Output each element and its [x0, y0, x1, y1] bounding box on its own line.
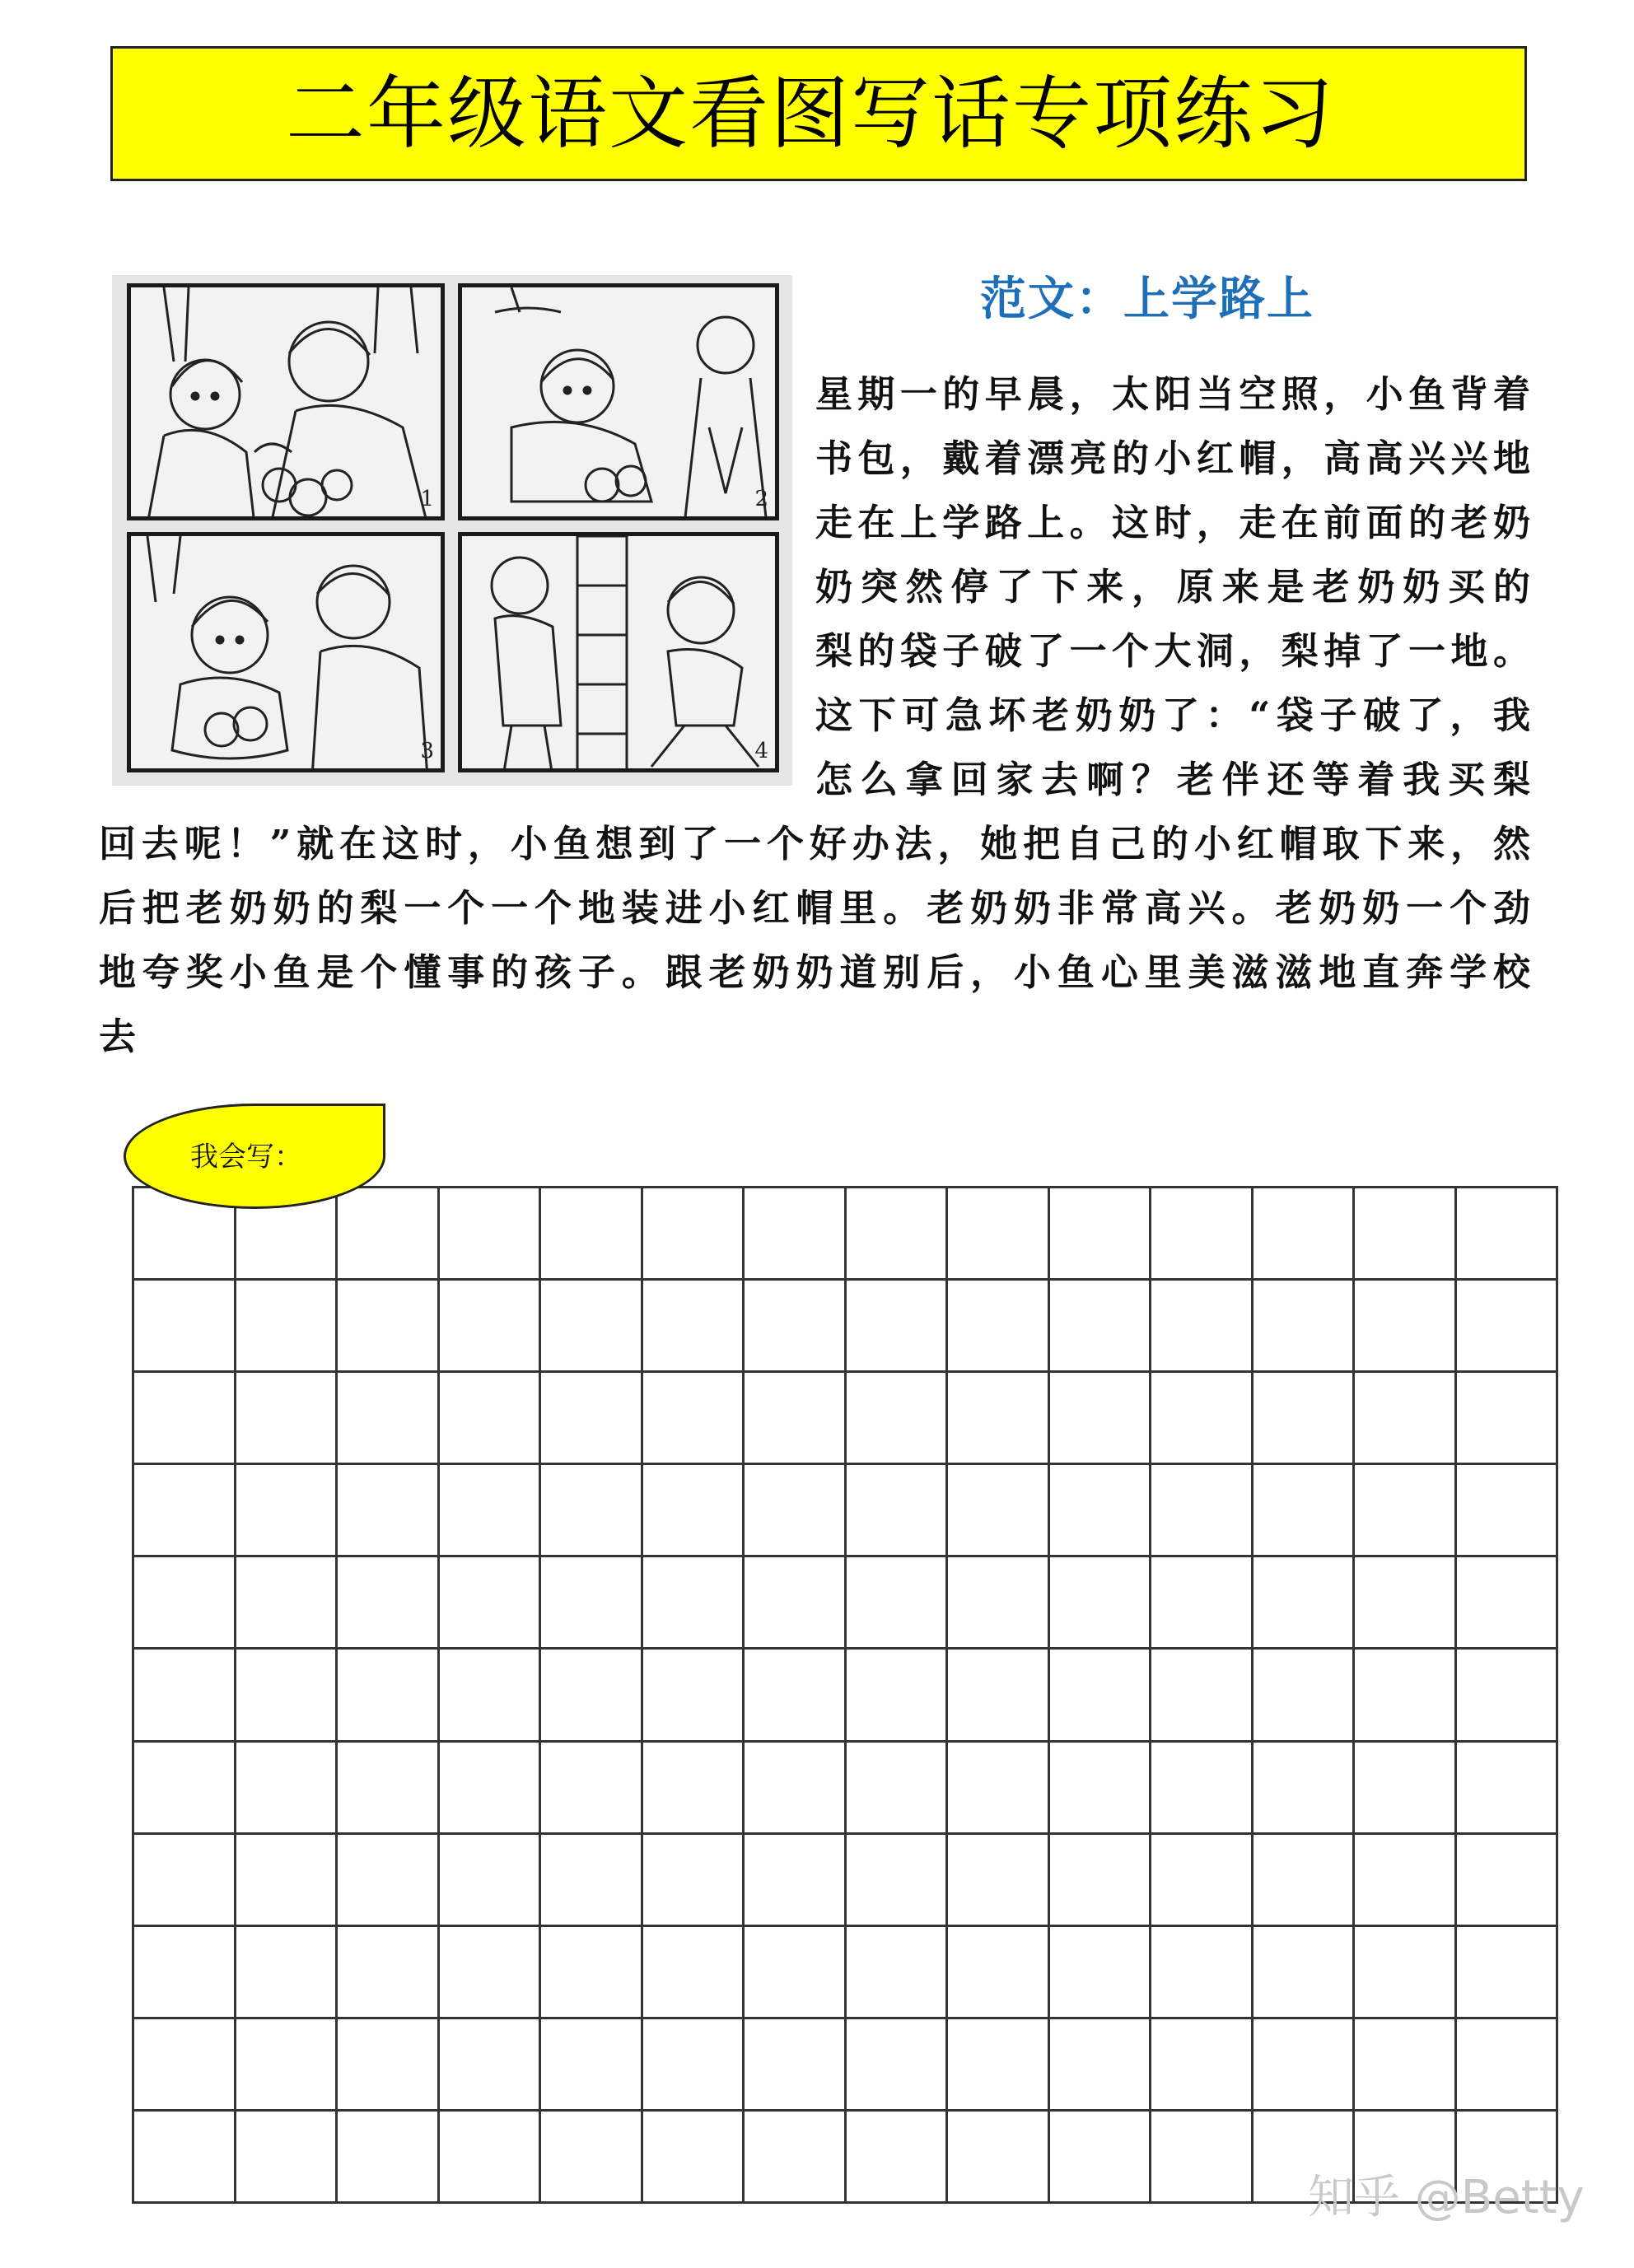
grid-cell[interactable]: [1355, 1465, 1457, 1557]
grid-cell[interactable]: [338, 1835, 440, 1927]
grid-cell[interactable]: [236, 1557, 338, 1650]
grid-cell[interactable]: [440, 1557, 542, 1650]
grid-cell[interactable]: [1050, 2112, 1152, 2204]
grid-cell[interactable]: [948, 1373, 1050, 1465]
essay-line: 这下可急坏老奶奶了：“袋子破了，我: [815, 693, 1530, 737]
essay-line: 怎么拿回家去啊？老伴还等着我买梨: [815, 758, 1530, 801]
grid-cell[interactable]: [1151, 1650, 1254, 1742]
grid-cell[interactable]: [541, 1465, 643, 1557]
grid-cell[interactable]: [847, 1281, 949, 1373]
grid-cell[interactable]: [643, 1465, 745, 1557]
grid-cell[interactable]: [541, 1650, 643, 1742]
grid-cell[interactable]: [338, 1557, 440, 1650]
grid-cell[interactable]: [1355, 1281, 1457, 1373]
grid-cell[interactable]: [745, 1465, 847, 1557]
grid-cell[interactable]: [948, 1465, 1050, 1557]
grid-cell[interactable]: [847, 2112, 949, 2204]
grid-cell[interactable]: [1355, 1188, 1457, 1281]
grid-cell[interactable]: [134, 1373, 236, 1465]
grid-cell[interactable]: [236, 1281, 338, 1373]
grid-cell[interactable]: [1457, 1650, 1559, 1742]
grid-cell[interactable]: [236, 1743, 338, 1835]
grid-cell[interactable]: [1151, 1557, 1254, 1650]
essay-line: 回去呢！”就在这时，小鱼想到了一个好办法，她把自己的小红帽取下来，然: [99, 822, 1530, 866]
grid-cell[interactable]: [643, 1743, 745, 1835]
grid-cell[interactable]: [1457, 1373, 1559, 1465]
panel-4-drawing: [462, 536, 779, 772]
grid-cell[interactable]: [440, 1281, 542, 1373]
grid-cell[interactable]: [847, 1373, 949, 1465]
grid-cell[interactable]: [948, 1927, 1050, 2019]
grid-cell[interactable]: [1151, 1743, 1254, 1835]
grid-cell[interactable]: [541, 1557, 643, 1650]
grid-cell[interactable]: [541, 1373, 643, 1465]
grid-cell[interactable]: [440, 1743, 542, 1835]
essay-line: 星期一的早晨，太阳当空照，小鱼背着: [815, 372, 1530, 416]
grid-cell[interactable]: [847, 1927, 949, 2019]
grid-cell[interactable]: [1457, 1188, 1559, 1281]
grid-cell[interactable]: [338, 1281, 440, 1373]
grid-cell[interactable]: [440, 2112, 542, 2204]
grid-cell[interactable]: [1355, 2019, 1457, 2112]
panel-3-drawing: [131, 536, 445, 772]
grid-cell[interactable]: [338, 1188, 440, 1281]
comic-panel-2: [458, 283, 779, 520]
grid-cell[interactable]: [643, 1557, 745, 1650]
grid-cell[interactable]: [948, 1835, 1050, 1927]
grid-cell[interactable]: [1050, 1465, 1152, 1557]
grid-cell[interactable]: [1151, 2112, 1254, 2204]
panel-number: 3: [420, 739, 434, 763]
grid-cell[interactable]: [643, 2112, 745, 2204]
writing-label-bubble: [124, 1104, 385, 1209]
grid-cell[interactable]: [745, 1927, 847, 2019]
grid-cell[interactable]: [440, 1188, 542, 1281]
grid-cell[interactable]: [134, 1743, 236, 1835]
grid-cell[interactable]: [541, 1927, 643, 2019]
grid-cell[interactable]: [1254, 1373, 1356, 1465]
essay-line: 奶突然停了下来，原来是老奶奶买的: [815, 565, 1530, 609]
grid-cell[interactable]: [1254, 1927, 1356, 2019]
grid-cell[interactable]: [745, 1835, 847, 1927]
grid-cell[interactable]: [847, 1465, 949, 1557]
essay-line: 后把老奶奶的梨一个一个地装进小红帽里。老奶奶非常高兴。老奶奶一个劲: [99, 886, 1530, 930]
grid-cell[interactable]: [440, 1650, 542, 1742]
page-title: 二年级语文看图写话专项练习: [286, 68, 1335, 160]
panel-number: 2: [754, 487, 768, 511]
writing-label: 我会写：: [190, 1141, 302, 1174]
grid-cell[interactable]: [1254, 2019, 1356, 2112]
essay-title: 范文：上学路上: [980, 273, 1314, 326]
grid-cell[interactable]: [745, 1743, 847, 1835]
grid-cell[interactable]: [745, 1373, 847, 1465]
grid-cell[interactable]: [440, 1373, 542, 1465]
grid-cell[interactable]: [1355, 1373, 1457, 1465]
grid-cell[interactable]: [1457, 1465, 1559, 1557]
grid-cell[interactable]: [236, 1373, 338, 1465]
essay-line: 地夸奖小鱼是个懂事的孩子。跟老奶奶道别后，小鱼心里美滋滋地直奔学校: [99, 950, 1530, 994]
grid-cell[interactable]: [338, 1373, 440, 1465]
grid-cell[interactable]: [643, 1188, 745, 1281]
grid-cell[interactable]: [134, 1927, 236, 2019]
essay-line: 梨的袋子破了一个大洞，梨掉了一地。: [815, 629, 1530, 673]
title-banner: [110, 46, 1527, 181]
grid-cell[interactable]: [643, 1927, 745, 2019]
grid-cell[interactable]: [440, 2019, 542, 2112]
grid-cell[interactable]: [1355, 1835, 1457, 1927]
grid-cell[interactable]: [1254, 1835, 1356, 1927]
grid-cell[interactable]: [236, 1650, 338, 1742]
grid-cell[interactable]: [541, 1835, 643, 1927]
grid-cell[interactable]: [1457, 1557, 1559, 1650]
grid-cell[interactable]: [1050, 1373, 1152, 1465]
grid-cell[interactable]: [1457, 1743, 1559, 1835]
essay-line: 书包，戴着漂亮的小红帽，高高兴兴地: [815, 436, 1530, 480]
grid-cell[interactable]: [948, 1650, 1050, 1742]
grid-cell[interactable]: [643, 2019, 745, 2112]
grid-cell[interactable]: [1355, 1743, 1457, 1835]
grid-cell[interactable]: [338, 1650, 440, 1742]
grid-cell[interactable]: [440, 1835, 542, 1927]
grid-cell[interactable]: [1457, 2019, 1559, 2112]
grid-cell[interactable]: [1050, 1650, 1152, 1742]
grid-cell[interactable]: [541, 1743, 643, 1835]
grid-cell[interactable]: [1151, 1835, 1254, 1927]
grid-cell[interactable]: [236, 1927, 338, 2019]
grid-cell[interactable]: [847, 1557, 949, 1650]
panel-2-drawing: [462, 287, 779, 520]
grid-cell[interactable]: [134, 1650, 236, 1742]
grid-cell[interactable]: [134, 2112, 236, 2204]
grid-cell[interactable]: [1254, 1743, 1356, 1835]
watermark: 知乎 @Betty: [1308, 2171, 1585, 2224]
panel-1-drawing: [131, 287, 445, 520]
grid-cell[interactable]: [1050, 1835, 1152, 1927]
grid-cell[interactable]: [745, 2112, 847, 2204]
grid-cell[interactable]: [643, 1373, 745, 1465]
grid-cell[interactable]: [1151, 1465, 1254, 1557]
grid-cell[interactable]: [1457, 1281, 1559, 1373]
grid-cell[interactable]: [134, 1465, 236, 1557]
panel-number: 4: [754, 739, 768, 763]
grid-cell[interactable]: [541, 1188, 643, 1281]
grid-cell[interactable]: [1254, 1557, 1356, 1650]
grid-cell[interactable]: [1457, 1927, 1559, 2019]
grid-cell[interactable]: [1050, 1557, 1152, 1650]
grid-cell[interactable]: [440, 1465, 542, 1557]
grid-cell[interactable]: [1355, 1557, 1457, 1650]
grid-cell[interactable]: [948, 1557, 1050, 1650]
grid-cell[interactable]: [847, 1188, 949, 1281]
comic-panel-3: [127, 532, 445, 772]
grid-cell[interactable]: [1355, 1927, 1457, 2019]
grid-cell[interactable]: [1050, 1188, 1152, 1281]
grid-cell[interactable]: [745, 1650, 847, 1742]
grid-cell[interactable]: [1254, 1188, 1356, 1281]
grid-cell[interactable]: [236, 2112, 338, 2204]
grid-cell[interactable]: [338, 1743, 440, 1835]
grid-cell[interactable]: [236, 2019, 338, 2112]
grid-cell[interactable]: [745, 1281, 847, 1373]
grid-cell[interactable]: [541, 2019, 643, 2112]
comic-panel-1: [127, 283, 445, 520]
grid-cell[interactable]: [236, 1835, 338, 1927]
grid-cell[interactable]: [847, 1650, 949, 1742]
grid-cell[interactable]: [1151, 1927, 1254, 2019]
panel-number: 1: [420, 487, 434, 511]
writing-grid[interactable]: [132, 1186, 1558, 2204]
grid-cell[interactable]: [338, 2019, 440, 2112]
grid-cell[interactable]: [1151, 2019, 1254, 2112]
grid-cell[interactable]: [1151, 1188, 1254, 1281]
grid-cell[interactable]: [1254, 1281, 1356, 1373]
grid-cell[interactable]: [134, 1835, 236, 1927]
grid-cell[interactable]: [338, 1465, 440, 1557]
grid-cell[interactable]: [1050, 1743, 1152, 1835]
grid-cell[interactable]: [134, 1281, 236, 1373]
grid-cell[interactable]: [745, 1557, 847, 1650]
grid-cell[interactable]: [948, 1281, 1050, 1373]
essay-line: 走在上学路上。这时，走在前面的老奶: [815, 501, 1530, 544]
grid-cell[interactable]: [541, 1281, 643, 1373]
grid-cell[interactable]: [948, 2112, 1050, 2204]
grid-cell[interactable]: [1151, 1281, 1254, 1373]
grid-cell[interactable]: [745, 2019, 847, 2112]
grid-cell[interactable]: [236, 1465, 338, 1557]
grid-cell[interactable]: [948, 1743, 1050, 1835]
grid-cell[interactable]: [134, 2019, 236, 2112]
grid-cell[interactable]: [948, 2019, 1050, 2112]
grid-cell[interactable]: [1457, 1835, 1559, 1927]
grid-cell[interactable]: [1050, 2019, 1152, 2112]
grid-cell[interactable]: [745, 1188, 847, 1281]
grid-cell[interactable]: [338, 1927, 440, 2019]
grid-cell[interactable]: [1050, 1281, 1152, 1373]
grid-cell[interactable]: [643, 1835, 745, 1927]
grid-cell[interactable]: [338, 2112, 440, 2204]
comic-panel-4: [458, 532, 779, 772]
grid-cell[interactable]: [847, 2019, 949, 2112]
essay-line: 去: [99, 1015, 137, 1058]
grid-cell[interactable]: [948, 1188, 1050, 1281]
comic-illustration: [112, 275, 792, 786]
grid-cell[interactable]: [1151, 1373, 1254, 1465]
grid-cell[interactable]: [440, 1927, 542, 2019]
grid-cell[interactable]: [1355, 1650, 1457, 1742]
grid-cell[interactable]: [643, 1281, 745, 1373]
grid-cell[interactable]: [847, 1743, 949, 1835]
grid-cell[interactable]: [1254, 1650, 1356, 1742]
grid-cell[interactable]: [1050, 1927, 1152, 2019]
grid-cell[interactable]: [541, 2112, 643, 2204]
grid-cell[interactable]: [643, 1650, 745, 1742]
grid-cell[interactable]: [134, 1557, 236, 1650]
grid-cell[interactable]: [1254, 1465, 1356, 1557]
grid-cell[interactable]: [847, 1835, 949, 1927]
